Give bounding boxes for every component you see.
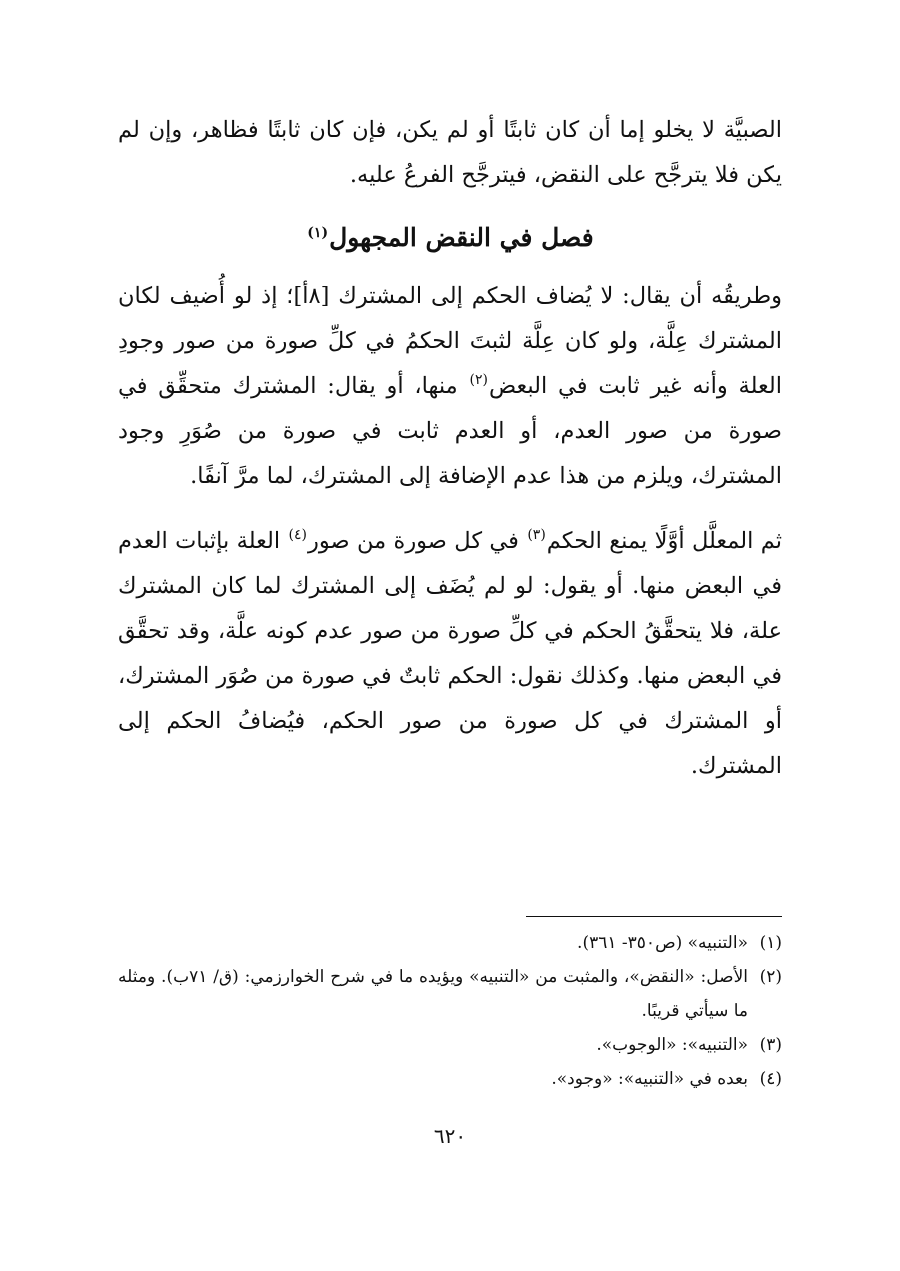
footnote-ref-1: (١): [307, 225, 329, 241]
section-heading-text: فصل في النقض المجهول: [329, 223, 594, 252]
paragraph-3-part-1: ثم المعلَّل أوَّلًا يمنع الحكم: [546, 528, 783, 554]
paragraph-3-part-2: في كل صورة من صور: [308, 528, 519, 554]
footnote-ref-4: (٤): [288, 527, 307, 543]
footnote-text: الأصل: «النقض»، والمثبت من «التنبيه» ويؤيده ما في شرح الخوارزمي: (ق/ ٧١ب). ومثله ما سيأتي قريبًا.: [118, 967, 748, 1021]
footnote-number: (١): [759, 933, 782, 953]
footnote-number: (٤): [759, 1069, 782, 1089]
footnote-number: (٣): [759, 1035, 782, 1055]
paragraph-2-part-1: وطريقُه أن يقال: لا يُضاف الحكم إلى المشترك [٨أ]؛ إذ لو أُضيف لكان المشترك عِلَّة، ولو كان عِلَّة لثبتَ الحكمُ في كلِّ صورة من صور وجودِ العلة وأنه غير ثابت في البعض: [118, 283, 783, 399]
footnote-ref-2: (٢): [469, 372, 488, 388]
paragraph-1: الصبيَّة لا يخلو إما أن كان ثابتًا أو لم يكن، فإن كان ثابتًا فظاهر، وإن لم يكن فلا يترجَّح على النقض، فيترجَّح الفرعُ عليه.: [118, 117, 782, 188]
footnote-item: [118, 1028, 782, 1062]
paragraph-2-part-2: منها، أو يقال: المشترك متحقِّق في صورة من صور العدم، أو العدم ثابت في صورة من صُوَرِ وجود المشترك، ويلزم من هذا عدم الإضافة إلى المشترك، لما مرَّ آنفًا.: [118, 373, 782, 489]
footnotes: [118, 926, 782, 1096]
paragraph-3-part-3: العلة بإثبات العدم في البعض منها. أو يقول: لو لم يُضَف إلى المشترك لما كان المشترك علة، فلا يتحقَّقُ الحكم في كلِّ صورة من صور عدم كونه علَّة، وقد تحقَّق في البعض منها. وكذلك نقول: الحكم ثابتٌ في صورة من صُوَر المشترك، أو المشترك في كل صورة من صور الحكم، فيُضافُ الحكم إلى المشترك.: [118, 528, 782, 779]
main-text: [118, 108, 782, 789]
footnote-text: «التنبيه»: «الوجوب».: [596, 1035, 748, 1055]
footnote-ref-3: (٣): [527, 527, 546, 543]
footnote-item: [118, 960, 782, 1028]
section-heading: [118, 214, 782, 262]
page-number: ٦٢٠: [433, 1124, 467, 1148]
footnote-text: «التنبيه» (ص٣٥٠- ٣٦١).: [577, 933, 748, 953]
footnote-text: بعده في «التنبيه»: «وجود».: [551, 1069, 748, 1089]
footnote-number: (٢): [759, 967, 782, 987]
footnote-item: [118, 1062, 782, 1096]
footnote-divider: [526, 916, 782, 917]
footnote-item: [118, 926, 782, 960]
paragraph-3: [118, 519, 782, 789]
paragraph-2: [118, 274, 782, 499]
